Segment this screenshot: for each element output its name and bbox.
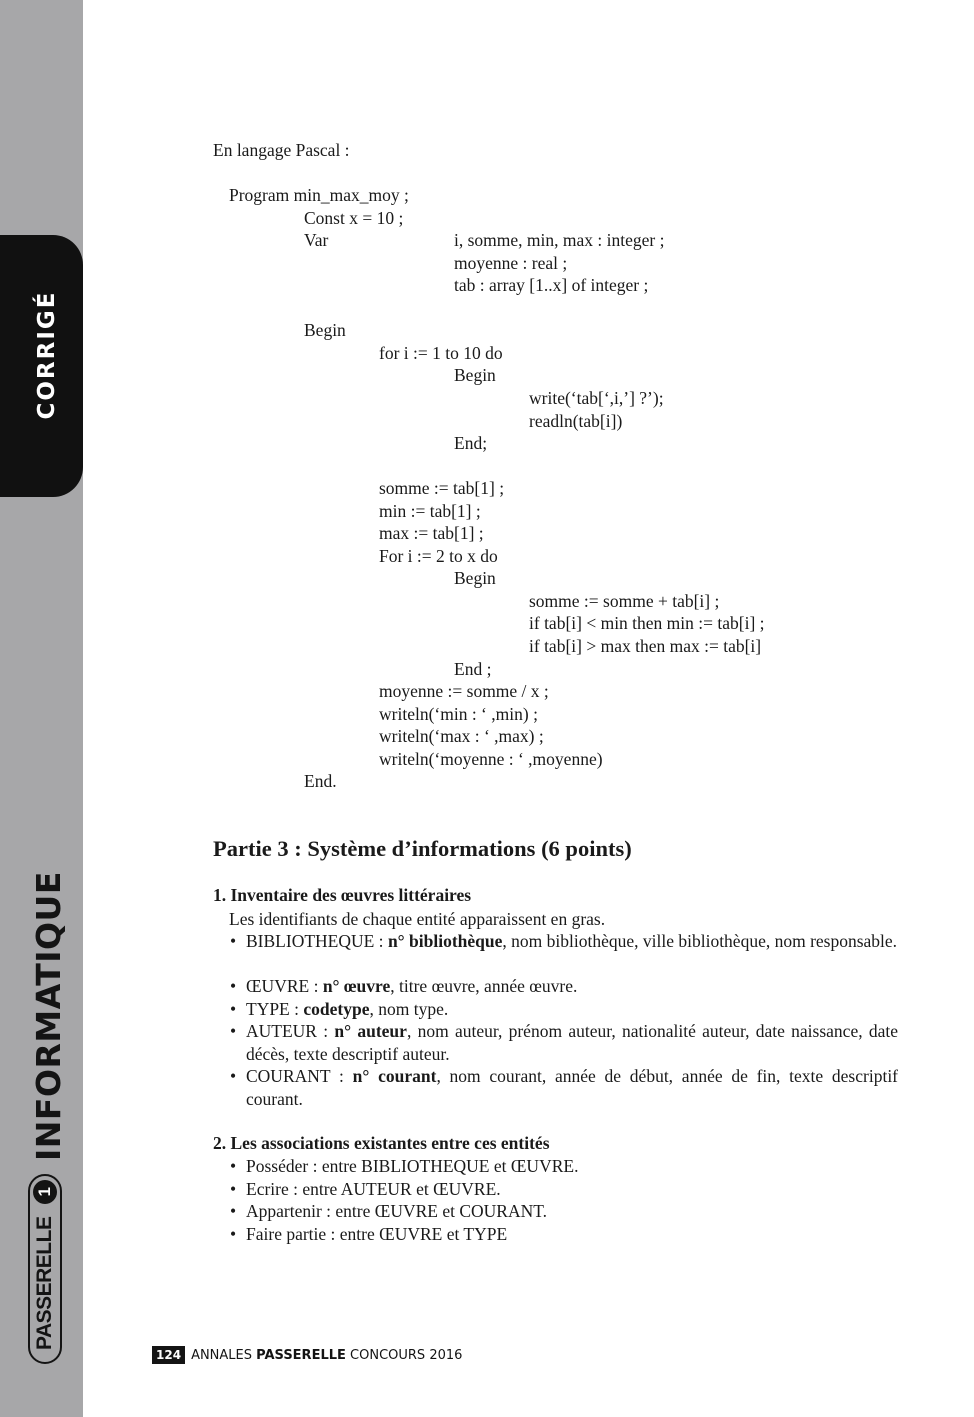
- code-line: For i := 2 to x do: [379, 545, 498, 566]
- bullet-mark: •: [230, 1066, 237, 1086]
- section1-intro: Les identifiants de chaque entité apparaissent en gras.: [229, 909, 606, 929]
- entity-text: [246, 1020, 898, 1065]
- association-text: Faire partie : entre ŒUVRE et TYPE: [246, 1223, 508, 1244]
- association-text: Appartenir : entre ŒUVRE et COURANT.: [246, 1201, 548, 1221]
- code-line: somme := tab[1] ;: [379, 478, 505, 499]
- code-line: End.: [304, 771, 337, 792]
- code-line: moyenne := somme / x ;: [379, 681, 549, 702]
- association-list-item: [230, 1200, 898, 1223]
- code-line-tail: i, somme, min, max : integer ;: [454, 230, 665, 251]
- bullet-mark: •: [230, 1021, 237, 1041]
- code-line: if tab[i] < min then min := tab[i] ;: [529, 613, 765, 634]
- part3-title: Partie 3 : Système d’informations (6 points): [213, 836, 632, 861]
- footer-prefix: ANNALES: [191, 1348, 257, 1363]
- entity-attributes: , nom bibliothèque, ville bibliothèque, nom responsable.: [502, 931, 898, 951]
- entity-text: [246, 1065, 898, 1110]
- code-line: Begin: [454, 365, 496, 386]
- entity-attributes: , nom type.: [369, 999, 449, 1019]
- bullet-mark: •: [230, 1178, 237, 1199]
- entity-list-item: [230, 975, 898, 998]
- section1-heading: 1. Inventaire des œuvres littéraires: [213, 885, 472, 905]
- association-list-item: [230, 1223, 898, 1246]
- association-list-item: [230, 1155, 898, 1178]
- entity-identifier: n° œuvre: [322, 976, 391, 996]
- footer-brand: PASSERELLE: [256, 1348, 346, 1363]
- entity-identifier: codetype: [303, 999, 370, 1019]
- page-footer: [152, 1346, 462, 1364]
- code-line: if tab[i] > max then max := tab[i]: [529, 636, 762, 656]
- entity-name: AUTEUR :: [246, 1021, 335, 1041]
- bullet-mark: •: [230, 976, 237, 996]
- entity-identifier: n° auteur: [334, 1021, 407, 1041]
- bullet-mark: •: [230, 1201, 237, 1221]
- entity-attributes: , nom auteur, prénom auteur, nationalité auteur, date naissance, date décès, texte descriptif auteur.: [246, 1021, 899, 1064]
- code-line: write(‘tab[‘,i,’] ?’);: [529, 387, 664, 408]
- code-line: Begin: [454, 568, 496, 589]
- entity-text: [246, 930, 898, 953]
- corrige-label: CORRIGÉ: [34, 290, 60, 420]
- code-line: writeln(‘min : ‘ ,min) ;: [379, 703, 538, 724]
- section2-heading: 2. Les associations existantes entre ces entités: [213, 1133, 550, 1153]
- entity-list-item: [230, 998, 898, 1021]
- page-number: 124: [152, 1346, 185, 1364]
- intro-text: En langage Pascal :: [213, 140, 350, 160]
- bullet-mark: •: [230, 1156, 237, 1176]
- code-line: readln(tab[i]): [529, 410, 623, 431]
- entity-name: COURANT :: [246, 1066, 353, 1086]
- entity-identifier: n° bibliothèque: [387, 931, 503, 951]
- code-line: writeln(‘max : ‘ ,max) ;: [379, 726, 544, 747]
- entity-list-item: [230, 1065, 898, 1110]
- subject-label: INFORMATIQUE: [29, 871, 68, 1161]
- code-line: tab : array [1..x] of integer ;: [454, 275, 649, 296]
- code-line: writeln(‘moyenne : ‘ ,moyenne): [379, 748, 603, 769]
- entity-list-item: [230, 1020, 898, 1065]
- entity-text: [246, 998, 898, 1021]
- passerelle-logo: [28, 1174, 62, 1364]
- code-line: End;: [454, 433, 488, 454]
- bullet-mark: •: [230, 1223, 237, 1244]
- code-line: max := tab[1] ;: [379, 523, 484, 544]
- code-line: Var: [304, 230, 329, 251]
- entity-text: [246, 975, 898, 998]
- code-line: Program min_max_moy ;: [229, 185, 409, 205]
- entity-name: BIBLIOTHEQUE :: [246, 931, 388, 951]
- entity-name: TYPE :: [246, 999, 304, 1019]
- footer-suffix: CONCOURS 2016: [345, 1348, 463, 1363]
- entity-list-item: [230, 930, 898, 953]
- bullet-mark: •: [230, 931, 237, 951]
- entity-identifier: n° courant: [352, 1066, 437, 1086]
- logo-number: 1: [33, 1180, 57, 1204]
- code-line: moyenne : real ;: [454, 252, 568, 273]
- code-line: min := tab[1] ;: [379, 500, 481, 521]
- association-text: Posséder : entre BIBLIOTHEQUE et ŒUVRE.: [246, 1156, 579, 1176]
- code-line: for i := 1 to 10 do: [379, 342, 503, 363]
- code-line: Begin: [304, 320, 346, 341]
- code-line: End ;: [454, 658, 492, 679]
- association-text: Ecrire : entre AUTEUR et ŒUVRE.: [246, 1178, 501, 1199]
- entity-name: ŒUVRE :: [246, 976, 323, 996]
- code-line: somme := somme + tab[i] ;: [529, 590, 720, 611]
- code-line: Const x = 10 ;: [304, 207, 404, 228]
- entity-attributes: , titre œuvre, année œuvre.: [390, 976, 578, 996]
- logo-text: PASSERELLE: [33, 1216, 56, 1350]
- bullet-mark: •: [230, 999, 237, 1019]
- association-list-item: [230, 1178, 898, 1201]
- entity-attributes: , nom courant, année de début, année de fin, texte descriptif courant.: [246, 1066, 899, 1109]
